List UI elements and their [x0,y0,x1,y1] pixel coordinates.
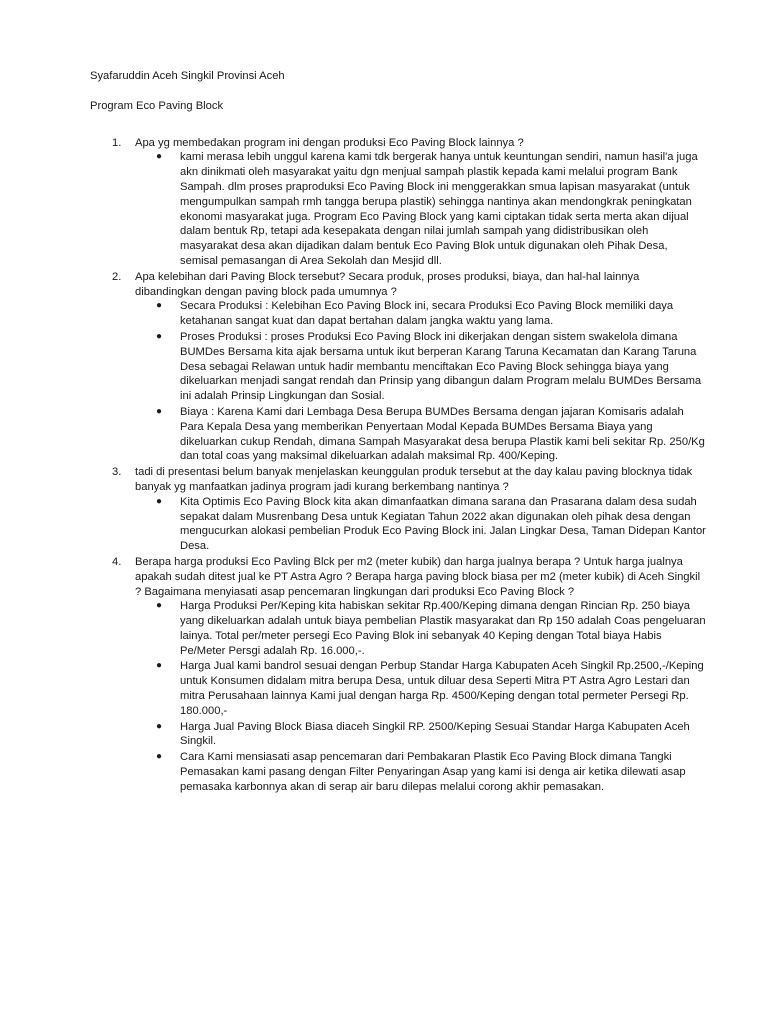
answer-text: kami merasa lebih unggul karena kami tdk bergerak hanya untuk keuntungan sendiri, namun hasil'a juga akn dinikmati oleh masyarakat yaitu dgn menjual sampah plastik kepada kami melalui program Bank Sampah. dlm proses praproduksi Eco Paving Block ini menggerakkan smua lapisan masyarakat (untuk mengumpulkan sampah rmh tangga berupa plastik) sehingga nantinya akan mendongkrak peningkatan ekonomi masyarakat juga. Program Eco Paving Block yang kami ciptakan tidak serta merta akan dijual dalam bentuk Rp, tetapi ada kesepakata dengan nilai jumlah sampah yang didistribusikan oleh masyarakat desa akan dijadikan dalam bentuk Eco Paving Blok untuk digunakan oleh Pihak Desa, semisal pemasangan di Area Sekolah dan Mesjid dll. [180,151,698,267]
answer-list [135,495,708,554]
question-text: Apa kelebihan dari Paving Block tersebut? Secara produk, proses produksi, biaya, dan hal-hal lainnya dibandingkan dengan paving block pada umumnya ? [135,270,640,298]
answer-list [135,299,708,464]
answer-text: Harga Jual Paving Block Biasa diaceh Singkil RP. 2500/Keping Sesuai Standar Harga Kabupaten Aceh Singkil. [180,720,690,748]
answer-item [135,299,708,329]
bullet-icon: ● [156,300,163,312]
answer-item [135,750,708,794]
answer-text: Biaya : Karena Kami dari Lembaga Desa Berupa BUMDes Bersama dengan jajaran Komisaris adalah Para Kepala Desa yang memberikan Penyertaan Modal Kepada BUMDes Bersama Biaya yang dikeluarkan cukup Rendah, dimana Sampah Masyarakat desa berupa Plastik kami beli sekitar Rp. 250/Kg dan total coas yang maksimal dikeluarkan adalah maksimal Rp. 400/Keping. [180,405,705,463]
question-text: tadi di presentasi belum banyak menjelaskan keunggulan produk tersebut at the day kalau paving blocknya tidak banyak yg manfaatkan jadinya program jadi kurang berkembang nantinya ? [135,466,693,493]
question-number: 3. [112,466,122,479]
bullet-icon: ● [156,720,163,732]
bullet-icon: ● [156,405,163,417]
answer-text: Kita Optimis Eco Paving Block kita akan dimanfaatkan dimana sarana dan Prasarana dalam desa sudah sepakat dalam Musrenbang Desa untuk Kegiatan Tahun 2022 akan digunakan oleh pihak desa dengan mengucurkan alokasi pembelian Produk Eco Paving Block ini. Jalan Lingkar Desa, Taman Didepan Kantor Desa. [180,495,706,553]
answer-item [135,405,708,464]
answer-text: Harga Produksi Per/Keping kita habiskan sekitar Rp.400/Keping dimana dengan Rincian Rp. 250 biaya yang dikeluarkan adalah untuk biaya pembelian Plastik masyarakat dan Rp 150 adalah Coas pengeluaran lainya. Total per/meter persegi Eco Paving Blok ini sebanyak 40 Keping dengan Total biaya Habis Pe/Meter Persgi adalah Rp. 16.000,-. [180,600,706,657]
question-number: 4. [112,555,122,568]
question-number: 2. [112,270,122,283]
question-item [90,270,708,464]
question-list [90,136,708,795]
bullet-icon: ● [156,495,163,507]
answer-item [135,659,708,718]
answer-list [135,599,708,794]
bullet-icon: ● [156,751,163,763]
author-line: Syafaruddin Aceh Singkil Provinsi Aceh [90,70,285,82]
bullet-icon: ● [156,330,163,342]
program-title: Program Eco Paving Block [90,99,224,112]
answer-item [135,720,708,750]
answer-item [135,495,708,554]
answer-item [135,330,708,404]
question-item [90,136,708,269]
question-item [90,465,708,554]
question-text: Berapa harga produksi Eco Pavling Blck per m2 (meter kubik) dan harga jualnya berapa ? Untuk harga jualnya apakah sudah ditest jual ke PT Astra Agro ? Berapa harga paving block biasa per m2 (meter kubik) di Aceh Singkil ? Bagaimana menyiasati asap pencemaran lingkungan dari produksi Eco Paving Block ? [135,555,701,598]
answer-item [135,599,708,658]
answer-text: Secara Produksi : Kelebihan Eco Paving Block ini, secara Produksi Eco Paving Block memiliki daya ketahanan sangat kuat dan dapat bertahan dalam jangka waktu yang lama. [180,300,674,328]
bullet-icon: ● [156,151,163,163]
answer-list [135,150,708,268]
question-item [90,555,708,795]
answer-text: Cara Kami mensiasati asap pencemaran dari Pembakaran Plastik Eco Paving Block dimana Tangki Pemasakan kami pasang dengan Filter Penyaringan Asap yang kami isi denga air ketika dilewati asap pemasaka karbonnya akan di serap air baru dilepas melalui corong akhir pemasakan. [180,751,686,793]
question-text: Apa yg membedakan program ini dengan produksi Eco Paving Block lainnya ? [135,136,524,149]
bullet-icon: ● [156,660,163,672]
answer-item [135,150,708,268]
question-number: 1. [112,136,122,149]
bullet-icon: ● [156,600,163,612]
answer-text: Proses Produksi : proses Produksi Eco Paving Block ini dikerjakan dengan sistem swakelola dimana BUMDes Bersama kita ajak bersama untuk ikut berperan Karang Taruna Kecamatan dan Karang Taruna Desa sebagai Relawan untuk hadir membantu menciftakan Eco Paving Block sehingga biaya yang dikeluarkan menjadi sangat rendah dan Prinsip yang dibangun dalam Program melalu BUMDes Bersama ini adalah Prinsip Lingkungan dan Sosial. [180,330,702,403]
answer-text: Harga Jual kami bandrol sesuai dengan Perbup Standar Harga Kabupaten Aceh Singkil Rp.2500,-/Keping untuk Konsumen didalam mitra berupa Desa, untuk diluar desa Seperti Mitra PT Astra Agro Lestari dan mitra Perusahaan lainnya Kami jual dengan harga Rp. 4500/Keping dengan total permeter Persegi Rp. 180.000,- [180,660,704,717]
